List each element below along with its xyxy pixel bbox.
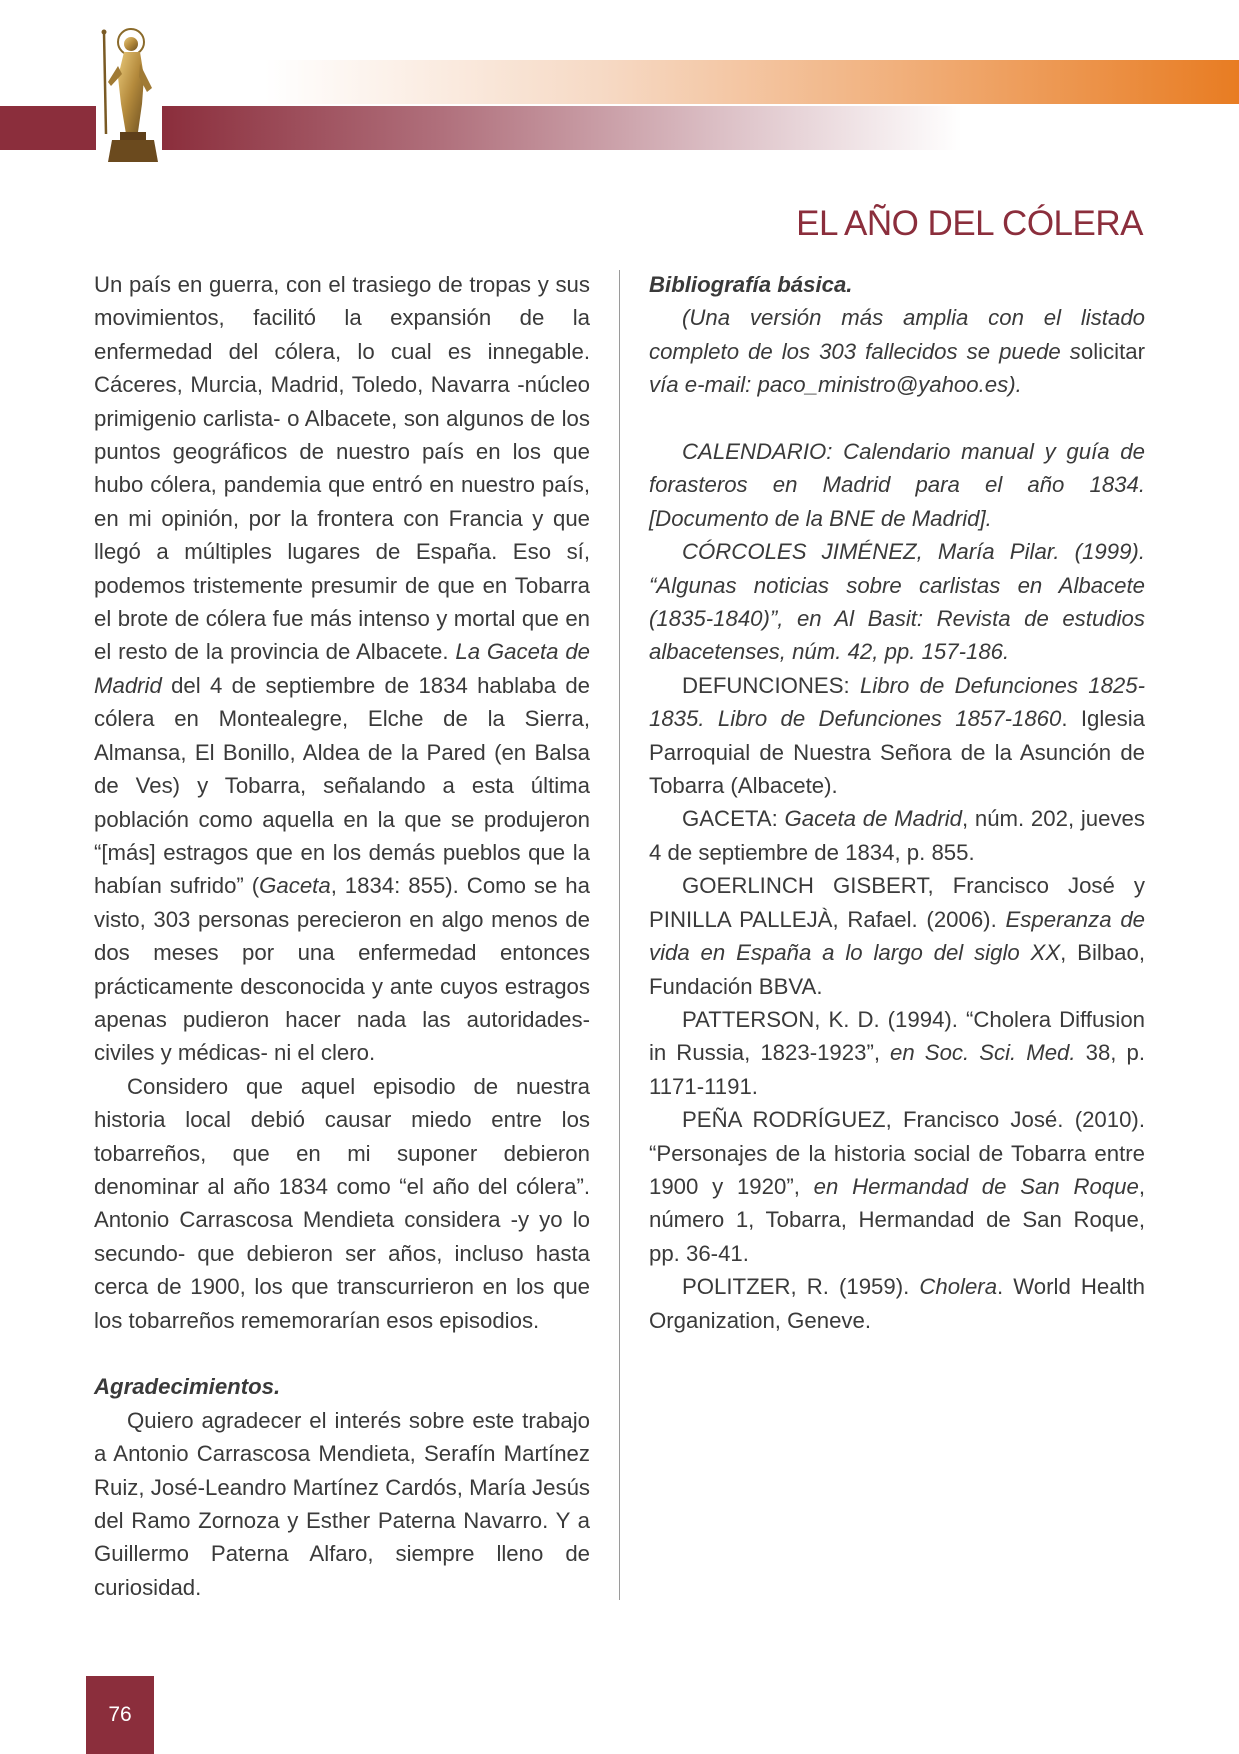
column-divider bbox=[619, 270, 620, 1600]
header-band-orange bbox=[265, 60, 1239, 104]
left-column bbox=[94, 268, 590, 1604]
saint-statue-icon bbox=[96, 22, 162, 162]
bibliography-intro: (Una versión más amplia con el listado completo de los 303 fallecidos se puede solicitar vía e-mail: paco_ministro@yahoo.es). bbox=[649, 305, 1145, 398]
right-column bbox=[649, 268, 1145, 1337]
reference-politzer: POLITZER, R. (1959). Cholera. World Health Organization, Geneve. bbox=[649, 1274, 1145, 1333]
reference-patterson: PATTERSON, K. D. (1994). “Cholera Diffusion in Russia, 1823-1923”, en Soc. Sci. Med. 38, p. 1171-1191. bbox=[649, 1006, 1145, 1099]
body-paragraph-1: Un país en guerra, con el trasiego de tropas y sus movimientos, facilitó la expansión de la enfermedad del cólera, lo cual es innegable. Cáceres, Murcia, Madrid, Toledo, Navarra -núcleo primigenio carlista- o Albacete, son algunos de los puntos geográficos de nuestro país en los que hubo cólera, pandemia que entró en nuestro país, en mi opinión, por la frontera con Francia y que llegó a múltiples lugares de España. Eso sí, podemos tristemente presumir de que en Tobarra el brote de cólera fue más intenso y mortal que en el resto de la provincia de Albacete. La Gaceta de Madrid del 4 de septiembre de 1834 hablaba de cólera en Montealegre, Elche de la Sierra, Almansa, El Bonillo, Aldea de la Pared (en Balsa de Ves) y Tobarra, señalando a esta última población como aquella en la que se produjeron “[más] estragos que en los demás pueblos que la habían sufrido” (Gaceta, 1834: 855). Como se ha visto, 303 personas perecieron en algo menos de dos meses por una enfermedad entonces prácticamente desconocida y ante cuyos estragos apenas pudieron hacer nada las autoridades-civiles y médicas- ni el clero. bbox=[94, 272, 591, 1066]
reference-calendario: CALENDARIO: Calendario manual y guía de forasteros en Madrid para el año 1834. [Documento de la BNE de Madrid]. bbox=[649, 439, 1145, 531]
bibliography-heading: Bibliografía básica. bbox=[649, 272, 853, 297]
reference-defunciones: DEFUNCIONES: Libro de Defunciones 1825-1835. Libro de Defunciones 1857-1860. Iglesia Parroquial de Nuestra Señora de la Asunción de Tobarra (Albacete). bbox=[649, 672, 1145, 799]
section-title: EL AÑO DEL CÓLERA bbox=[796, 204, 1143, 243]
reference-goerlinch: GOERLINCH GISBERT, Francisco José y PINILLA PALLEJÀ, Rafael. (2006). Esperanza de vida en España a lo largo del siglo XX, Bilbao, Fundación BBVA. bbox=[649, 873, 1146, 999]
acknowledgements-text: Quiero agradecer el interés sobre este trabajo a Antonio Carrascosa Mendieta, Serafín Martínez Ruiz, José-Leandro Martínez Cardós, María Jesús del Ramo Zornoza y Esther Paterna Navarro. Y a Guillermo Paterna Alfaro, siempre lleno de curiosidad. bbox=[94, 1407, 590, 1600]
header-band-red-left bbox=[0, 106, 96, 150]
page-number: 76 bbox=[86, 1676, 154, 1754]
reference-corcoles: CÓRCOLES JIMÉNEZ, María Pilar. (1999). “Algunas noticias sobre carlistas en Albacete (1835-1840)”, en Al Basit: Revista de estudios albacetenses, núm. 42, pp. 157-186. bbox=[649, 539, 1145, 665]
body-paragraph-2: Considero que aquel episodio de nuestra historia local debió causar miedo entre los tobarreños, que en mi suponer debieron denominar al año 1834 como “el año del cólera”. Antonio Carrascosa Mendieta considera -y yo lo secundo- que debieron ser años, incluso hasta cerca de 1900, los que transcurrieron en los que los tobarreños rememorarían esos episodios. bbox=[94, 1073, 590, 1333]
reference-gaceta: GACETA: Gaceta de Madrid, núm. 202, jueves 4 de septiembre de 1834, p. 855. bbox=[649, 806, 1145, 865]
header-band-red-right bbox=[162, 106, 962, 150]
acknowledgements-heading: Agradecimientos. bbox=[94, 1374, 281, 1400]
reference-pena: PEÑA RODRÍGUEZ, Francisco José. (2010). “Personajes de la historia social de Tobarra entre 1900 y 1920”, en Hermandad de San Roque, número 1, Tobarra, Hermandad de San Roque, pp. 36-41. bbox=[649, 1107, 1145, 1266]
